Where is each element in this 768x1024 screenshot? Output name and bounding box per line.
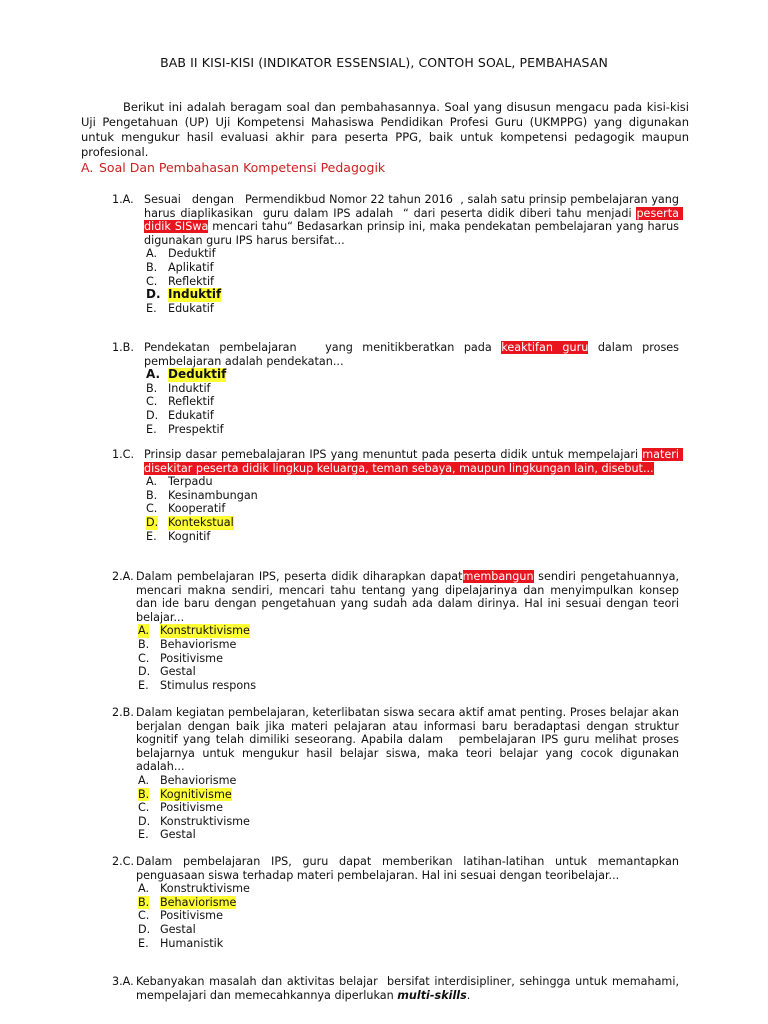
option-text: Kooperatif — [168, 502, 226, 516]
question-7 — [112, 975, 683, 1002]
option-letter: B. — [146, 381, 158, 395]
answer-options — [138, 624, 679, 692]
question-1 — [112, 193, 683, 315]
question-6 — [112, 855, 683, 950]
option-letter: C. — [138, 909, 150, 923]
option-letter: B. — [138, 787, 150, 801]
highlighted-phrase: materi disekitar peserta didik lingkup keluarga, teman sebaya, maupun lingkungan lain, disebut... — [144, 448, 683, 475]
question-text — [136, 855, 683, 882]
question-text-segment: dalam proses pembelajaran adalah pendekatan... — [144, 341, 683, 368]
question-text — [144, 448, 683, 475]
question-number: 1.C. — [112, 448, 135, 461]
answer-option — [138, 788, 679, 802]
question-text-segment: mencari tahu“ Bedasarkan prinsip ini, maka pendekatan pembelajaran yang harus digunakan guru IPS harus bersifat... — [144, 220, 683, 247]
answer-option — [146, 516, 679, 530]
option-text: Positivisme — [160, 651, 223, 665]
answer-option — [138, 937, 679, 951]
answer-option — [138, 774, 679, 788]
option-letter: C. — [146, 502, 158, 516]
answer-option — [146, 261, 679, 275]
answer-options — [138, 774, 679, 842]
answer-option — [146, 489, 679, 503]
option-letter: A. — [146, 247, 158, 261]
option-text: Behaviorisme — [160, 773, 237, 787]
option-letter: D. — [146, 515, 159, 529]
answer-option — [146, 475, 679, 489]
option-letter: E. — [138, 678, 149, 692]
option-text: Reflektif — [168, 395, 214, 409]
answer-options — [146, 368, 679, 436]
option-text: Prespektif — [168, 422, 224, 436]
question-text-segment: sendiri pengetahuannya, mencari makna sendiri, mencari tahu tentang yang dipelajarinya dan menyimpulkan konsep dan ide baru dengan pengetahuan yang sudah ada dalam dirinya. Hal ini sesuai dengan teori belajar... — [136, 570, 683, 624]
question-text-segment: Dalam pembelajaran IPS, peserta didik diharapkan dapat — [136, 570, 463, 583]
answer-option — [146, 247, 679, 261]
option-letter: D. — [138, 814, 151, 828]
emphasized-term: multi-skills — [397, 988, 467, 1002]
option-letter: A. — [138, 624, 150, 638]
option-text: Terpadu — [168, 475, 213, 489]
answer-options — [146, 247, 679, 315]
question-text — [144, 341, 683, 368]
option-text: Edukatif — [168, 408, 214, 422]
option-text: Konstruktivisme — [160, 882, 250, 896]
answer-option — [146, 395, 679, 409]
answer-option — [138, 652, 679, 666]
question-text-segment: Kebanyakan masalah dan aktivitas belajar bersifat interdisipliner, sehingga untuk memahami, mempelajari dan memecahkannya diperlukan — [136, 975, 683, 1002]
option-text: Positivisme — [160, 801, 223, 815]
question-text — [136, 570, 683, 624]
correct-answer-text: Behaviorisme — [160, 895, 237, 909]
option-letter: E. — [138, 828, 149, 842]
question-text-segment: Pendekatan pembelajaran yang menitikberatkan pada — [144, 341, 502, 354]
option-text: Konstruktivisme — [160, 814, 250, 828]
answer-option — [146, 288, 679, 302]
correct-answer-text: Deduktif — [168, 367, 227, 382]
answer-option — [146, 368, 679, 382]
option-letter: E. — [146, 422, 157, 436]
question-text-segment: Dalam pembelajaran IPS, guru dapat memberikan latihan-latihan untuk memantapkan penguasaan siswa terhadap materi pembelajaran. Hal ini sesuai dengan teoribelajar... — [136, 855, 683, 882]
answer-option — [138, 679, 679, 693]
answer-option — [146, 423, 679, 437]
option-letter: D. — [138, 665, 151, 679]
section-heading — [81, 160, 681, 175]
intro-text: Berikut ini adalah beragam soal dan pembahasannya. Soal yang disusun mengacu pada kisi-kisi Uji Pengetahuan (UP) Uji Kompetensi Mahasiswa Pendidikan Profesi Guru (UKMPPG) yang digunakan untuk mengukur hasil evaluasi akhir para peserta PPG, baik untuk kompetensi pedagogik maupun profesional. — [81, 100, 689, 159]
highlighted-phrase: keaktifan guru — [501, 341, 589, 354]
option-text: Kognitif — [168, 529, 211, 543]
option-letter: D. — [138, 922, 151, 936]
option-letter: A. — [146, 475, 158, 489]
correct-answer-text: Induktif — [168, 287, 222, 302]
option-letter: A. — [138, 773, 150, 787]
option-text: Humanistik — [160, 936, 224, 950]
answer-option — [146, 502, 679, 516]
question-number: 1.A. — [112, 193, 134, 206]
correct-answer-text: Kontekstual — [168, 515, 234, 529]
option-text: Reflektif — [168, 274, 214, 288]
question-text — [136, 975, 683, 1002]
document-title: BAB II KISI-KISI (INDIKATOR ESSENSIAL), CONTOH SOAL, PEMBAHASAN — [160, 55, 608, 70]
option-letter: A. — [146, 367, 161, 382]
answer-option — [138, 909, 679, 923]
answer-options — [138, 882, 679, 950]
option-letter: E. — [146, 301, 157, 315]
question-text-segment: . — [466, 988, 471, 1002]
option-text: Behaviorisme — [160, 637, 237, 651]
answer-option — [146, 382, 679, 396]
option-letter: D. — [146, 408, 159, 422]
option-text: Gestal — [160, 828, 196, 842]
question-text — [144, 193, 683, 247]
answer-option — [146, 409, 679, 423]
option-text: Deduktif — [168, 247, 216, 261]
option-letter: B. — [138, 895, 150, 909]
answer-option — [138, 665, 679, 679]
answer-option — [146, 530, 679, 544]
option-text: Aplikatif — [168, 260, 214, 274]
question-text — [136, 706, 683, 774]
option-text: Kesinambungan — [168, 488, 258, 502]
highlighted-phrase: membangun — [462, 570, 534, 583]
option-text: Edukatif — [168, 301, 214, 315]
option-letter: A. — [138, 882, 150, 896]
correct-answer-text: Kognitivisme — [160, 787, 232, 801]
option-text: Induktif — [168, 381, 211, 395]
option-letter: E. — [146, 529, 157, 543]
option-letter: B. — [146, 488, 158, 502]
answer-option — [138, 638, 679, 652]
question-number: 1.B. — [112, 341, 134, 354]
option-text: Gestal — [160, 665, 196, 679]
option-letter: C. — [146, 395, 158, 409]
section-title: Soal Dan Pembahasan Kompetensi Pedagogik — [99, 160, 386, 175]
intro-paragraph — [81, 100, 689, 160]
question-3 — [112, 448, 683, 543]
option-letter: E. — [138, 936, 149, 950]
option-letter: C. — [138, 801, 150, 815]
question-4 — [112, 570, 683, 692]
answer-options — [146, 475, 679, 543]
highlighted-phrase: peserta didik SISwa — [144, 206, 683, 234]
option-letter: B. — [146, 260, 158, 274]
option-letter: B. — [138, 637, 150, 651]
option-letter: C. — [146, 274, 158, 288]
answer-option — [146, 275, 679, 289]
question-text-segment: Dalam kegiatan pembelajaran, keterlibatan siswa secara aktif amat penting. Proses belajar akan berjalan dengan baik jika materi pelajaran atau informasi baru beradaptasi dengan struktur kognitif yang telah dimiliki seseorang. Apabila dalam pembelajaran IPS guru melihat proses belajarnya untuk mengukur hasil belajar siswa, maka teori belajar yang cocok digunakan adalah... — [136, 706, 683, 774]
option-letter: C. — [138, 651, 150, 665]
question-number: 2.C. — [112, 855, 135, 868]
option-text: Stimulus respons — [160, 678, 257, 692]
answer-option — [138, 815, 679, 829]
option-text: Positivisme — [160, 909, 223, 923]
question-number: 3.A. — [112, 975, 134, 988]
answer-option — [138, 801, 679, 815]
question-5 — [112, 706, 683, 842]
option-text: Gestal — [160, 922, 196, 936]
option-letter: D. — [146, 287, 161, 302]
section-letter: A. — [81, 160, 94, 175]
question-text-segment: Prinsip dasar pemebalajaran IPS yang menuntut pada peserta didik untuk mempelajari — [144, 448, 643, 461]
answer-option — [138, 828, 679, 842]
question-number: 2.A. — [112, 570, 134, 583]
answer-option — [138, 624, 679, 638]
answer-option — [138, 882, 679, 896]
question-text-segment: Sesuai dengan Permendikbud Nomor 22 tahun 2016 , salah satu prinsip pembelajaran yang harus diaplikasikan guru dalam IPS adalah “ dari peserta didik diberi tahu menjadi — [144, 193, 683, 220]
answer-option — [146, 302, 679, 316]
correct-answer-text: Konstruktivisme — [160, 624, 250, 638]
answer-option — [138, 923, 679, 937]
question-2 — [112, 341, 683, 436]
question-number: 2.B. — [112, 706, 134, 719]
answer-option — [138, 896, 679, 910]
